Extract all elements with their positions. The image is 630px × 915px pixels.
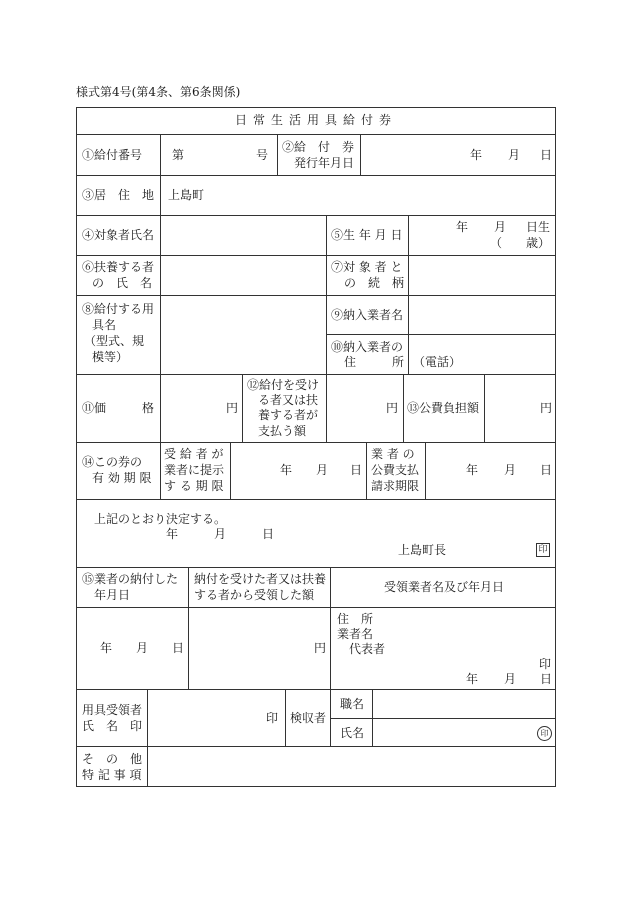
row-divider [76, 175, 556, 176]
col-divider [372, 689, 373, 746]
vendor-company-caption: 業者名 [337, 627, 374, 641]
col-divider [484, 374, 485, 442]
mayor-label: 上島町長 [398, 543, 447, 557]
decision-year: 年 [166, 527, 179, 541]
row-divider [330, 718, 556, 719]
payment-amount-label-2: る者又は扶 [258, 393, 319, 407]
delivered-month: 月 [136, 641, 149, 655]
col-divider [330, 689, 331, 746]
form-title: 日常生活用具給付券 [234, 113, 397, 127]
recipient-label-2: 氏 名 印 [82, 719, 143, 733]
other-notes-label: そ の 他 [82, 752, 143, 766]
vendor-info-label: 受領業者名及び年月日 [384, 580, 505, 594]
present-month: 月 [316, 463, 329, 477]
col-divider [408, 215, 409, 374]
vendor-address-caption: 住 所 [337, 612, 374, 626]
public-burden-yen: 円 [540, 401, 553, 415]
item-name-label: ⑧給付する用 [82, 302, 155, 316]
row-divider [76, 567, 556, 568]
address-label: ③居 住 地 [82, 188, 155, 202]
row-divider [76, 746, 556, 747]
name-label: 氏名 [340, 726, 365, 740]
col-divider [147, 689, 148, 787]
row-divider [76, 134, 556, 135]
row-divider [76, 215, 556, 216]
issue-date-label-2: 発行年月日 [294, 156, 355, 170]
row-divider [76, 295, 556, 296]
vendor-month: 月 [504, 672, 517, 686]
claim-day: 日 [540, 463, 553, 477]
payment-amount-label-3: 養する者が [258, 408, 319, 422]
present-deadline-label-3: す る 期 限 [164, 479, 224, 493]
phone-label: （電話） [413, 355, 462, 369]
delivered-date-label: ⑮業者の納付した [82, 572, 179, 586]
col-divider [425, 442, 426, 499]
vendor-address-label-2: 住 所 [344, 355, 405, 369]
issue-month: 月 [508, 148, 521, 162]
payment-yen: 円 [386, 401, 399, 415]
claim-year: 年 [466, 463, 479, 477]
birth-year: 年 [456, 220, 469, 234]
birth-date-label: ⑤生 年 月 日 [331, 228, 403, 242]
subject-name-label: ④対象者氏名 [82, 228, 155, 242]
supporter-name-label-2: の 氏 名 [92, 276, 153, 290]
birth-month: 月 [494, 220, 507, 234]
delivered-year: 年 [100, 641, 113, 655]
claim-deadline-label: 業 者 の [371, 447, 415, 461]
decision-text: 上記のとおり決定する。 [94, 512, 227, 526]
issue-year: 年 [470, 148, 483, 162]
col-divider [360, 134, 361, 175]
vendor-name-label: ⑨納入業者名 [331, 308, 404, 322]
relation-label-2: の 続 柄 [344, 276, 405, 290]
grant-number-prefix: 第 [172, 148, 185, 162]
recipient-label: 用具受領者 [82, 703, 143, 717]
row-divider [76, 607, 556, 608]
claim-deadline-label-3: 請求期限 [371, 479, 420, 493]
inspector-seal-mark: 印 [537, 726, 552, 741]
col-divider [160, 134, 161, 215]
row-divider [76, 689, 556, 690]
decision-day: 日 [262, 527, 275, 541]
table-border-top [76, 107, 556, 108]
mayor-seal-mark: 印 [536, 543, 550, 557]
col-divider [326, 374, 327, 442]
price-label: ⑪価 格 [82, 401, 155, 415]
price-yen: 円 [226, 401, 239, 415]
issue-date-label: ②給 付 券 [282, 140, 355, 154]
received-amount-label: 納付を受けた者又は扶養 [194, 572, 327, 586]
recipient-seal-mark: 印 [266, 711, 279, 725]
payment-amount-label: ⑫給付を受け [247, 378, 320, 392]
table-border-bottom [76, 786, 556, 787]
delivered-day: 日 [172, 641, 185, 655]
address-value: 上島町 [168, 188, 205, 202]
decision-month: 月 [214, 527, 227, 541]
present-deadline-label-2: 業者に提示 [164, 463, 225, 477]
row-divider [76, 442, 556, 443]
vendor-day: 日 [540, 672, 553, 686]
vendor-year: 年 [466, 672, 479, 686]
grant-number-suffix: 号 [256, 148, 269, 162]
item-name-label-2: 具名 [92, 318, 117, 332]
present-deadline-label: 受 給 者 が [164, 447, 224, 461]
item-name-label-3: （型式、規 [84, 334, 145, 348]
vendor-representative-caption: 代表者 [349, 642, 386, 656]
col-divider [242, 374, 243, 442]
age-open: （ [490, 236, 503, 250]
item-name-label-4: 模等） [92, 350, 129, 364]
present-year: 年 [280, 463, 293, 477]
col-divider [326, 215, 327, 374]
col-divider [285, 689, 286, 746]
table-border-right [555, 107, 556, 787]
vendor-address-label: ⑩納入業者の [331, 340, 404, 354]
payment-amount-label-4: 支払う額 [258, 424, 307, 438]
received-yen: 円 [314, 641, 327, 655]
other-notes-label-2: 特 記 事 項 [82, 768, 142, 782]
delivered-date-label-2: 年月日 [94, 588, 131, 602]
col-divider [403, 374, 404, 442]
row-divider [76, 255, 556, 256]
vendor-seal-mark: 印 [539, 657, 552, 671]
relation-label: ⑦対 象 者 と [331, 260, 403, 274]
received-amount-label-2: する者から受領した額 [194, 588, 315, 602]
form-reference: 様式第4号(第4条、第6条関係) [76, 85, 241, 99]
row-divider [326, 334, 556, 335]
validity-label: ⑭この券の [82, 455, 143, 469]
supporter-name-label: ⑥扶養する者 [82, 260, 155, 274]
row-divider [76, 499, 556, 500]
birth-day: 日生 [526, 220, 551, 234]
grant-number-label: ①給付番号 [82, 148, 143, 162]
col-divider [277, 134, 278, 175]
present-day: 日 [350, 463, 363, 477]
col-divider [188, 567, 189, 689]
issue-day: 日 [540, 148, 553, 162]
col-divider [330, 567, 331, 689]
col-divider [230, 442, 231, 499]
col-divider [160, 442, 161, 499]
claim-month: 月 [504, 463, 517, 477]
validity-label-2: 有 効 期 限 [92, 471, 152, 485]
col-divider [160, 215, 161, 442]
col-divider [366, 442, 367, 499]
post-label: 職名 [340, 697, 365, 711]
public-burden-label: ⑬公費負担額 [407, 401, 480, 415]
age-close: 歳） [526, 236, 551, 250]
table-border-left [76, 107, 77, 787]
inspector-label: 検収者 [290, 711, 327, 725]
claim-deadline-label-2: 公費支払 [371, 463, 420, 477]
